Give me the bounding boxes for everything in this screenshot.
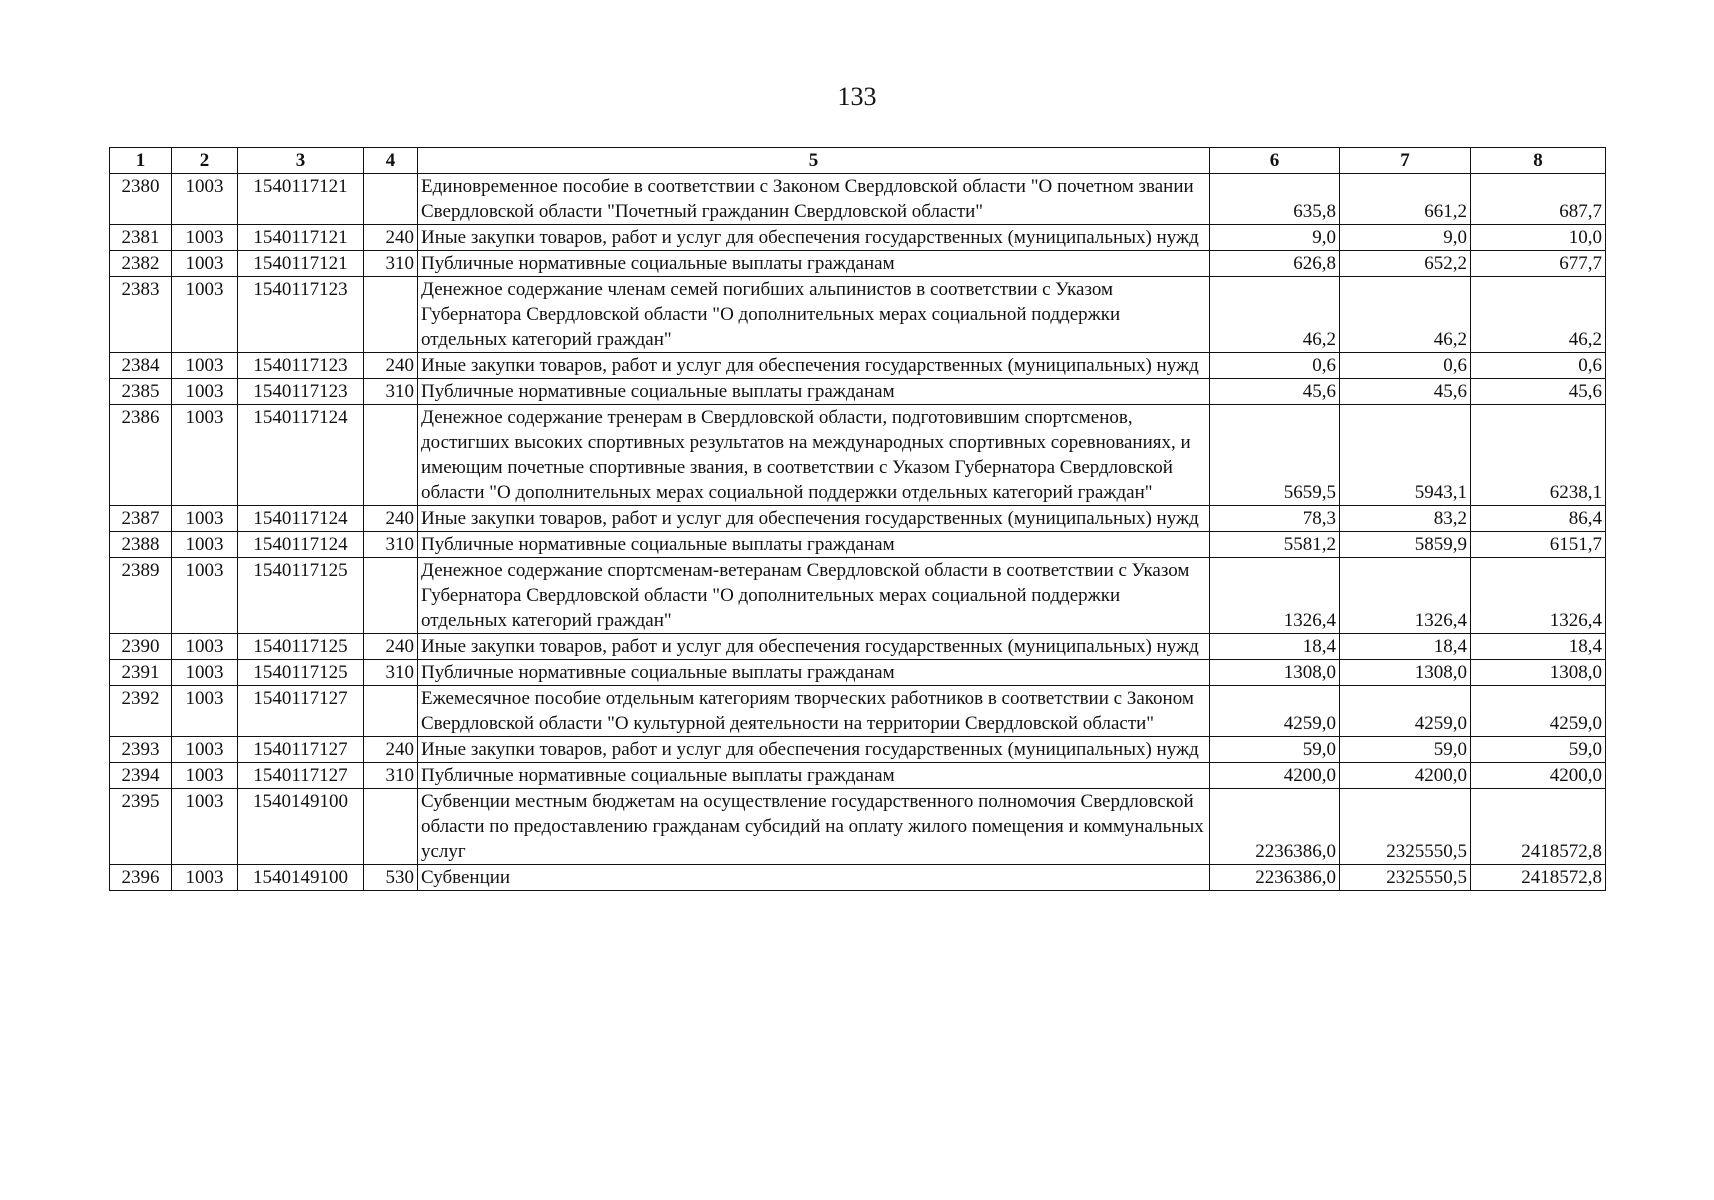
target-article-code: 1540117127 [238, 686, 364, 737]
target-article-code: 1540117124 [238, 405, 364, 506]
row-number: 2388 [110, 532, 172, 558]
amount-col-6: 9,0 [1210, 225, 1340, 251]
amount-col-7: 59,0 [1340, 737, 1471, 763]
table-row [110, 225, 1606, 251]
header-col-1: 1 [110, 148, 172, 174]
section-code: 1003 [172, 506, 238, 532]
item-name: Субвенции [418, 865, 1210, 891]
header-row [110, 148, 1606, 174]
amount-col-6: 2236386,0 [1210, 865, 1340, 891]
section-code: 1003 [172, 532, 238, 558]
item-name: Иные закупки товаров, работ и услуг для обеспечения государственных (муниципальных) нужд [418, 506, 1210, 532]
amount-col-6: 0,6 [1210, 353, 1340, 379]
row-number: 2395 [110, 789, 172, 865]
table-row [110, 737, 1606, 763]
amount-col-8: 6151,7 [1471, 532, 1606, 558]
amount-col-8: 18,4 [1471, 634, 1606, 660]
expense-type-code [364, 558, 418, 634]
item-name: Ежемесячное пособие отдельным категориям творческих работников в соответствии с Законом Свердловской области "О культурной деятельности на территории Свердловской области" [418, 686, 1210, 737]
amount-col-8: 687,7 [1471, 174, 1606, 225]
amount-col-7: 4259,0 [1340, 686, 1471, 737]
header-col-7: 7 [1340, 148, 1471, 174]
target-article-code: 1540117121 [238, 251, 364, 277]
table-row [110, 405, 1606, 506]
target-article-code: 1540117125 [238, 558, 364, 634]
table-row [110, 379, 1606, 405]
amount-col-7: 18,4 [1340, 634, 1471, 660]
amount-col-7: 2325550,5 [1340, 865, 1471, 891]
item-name: Иные закупки товаров, работ и услуг для обеспечения государственных (муниципальных) нужд [418, 353, 1210, 379]
row-number: 2393 [110, 737, 172, 763]
amount-col-6: 78,3 [1210, 506, 1340, 532]
table-row [110, 506, 1606, 532]
section-code: 1003 [172, 174, 238, 225]
amount-col-8: 2418572,8 [1471, 865, 1606, 891]
expense-type-code: 240 [364, 634, 418, 660]
target-article-code: 1540117124 [238, 532, 364, 558]
table-row [110, 558, 1606, 634]
item-name: Публичные нормативные социальные выплаты гражданам [418, 660, 1210, 686]
section-code: 1003 [172, 558, 238, 634]
expense-type-code [364, 174, 418, 225]
amount-col-7: 0,6 [1340, 353, 1471, 379]
amount-col-8: 6238,1 [1471, 405, 1606, 506]
row-number: 2381 [110, 225, 172, 251]
target-article-code: 1540117121 [238, 174, 364, 225]
table-row [110, 277, 1606, 353]
amount-col-6: 1326,4 [1210, 558, 1340, 634]
amount-col-7: 1326,4 [1340, 558, 1471, 634]
row-number: 2382 [110, 251, 172, 277]
section-code: 1003 [172, 405, 238, 506]
expense-type-code: 310 [364, 532, 418, 558]
section-code: 1003 [172, 251, 238, 277]
table-row [110, 174, 1606, 225]
amount-col-7: 9,0 [1340, 225, 1471, 251]
row-number: 2394 [110, 763, 172, 789]
item-name: Публичные нормативные социальные выплаты гражданам [418, 763, 1210, 789]
expense-type-code [364, 789, 418, 865]
table-row [110, 532, 1606, 558]
expense-type-code [364, 405, 418, 506]
page-number: 133 [837, 82, 877, 111]
table-row [110, 634, 1606, 660]
amount-col-7: 83,2 [1340, 506, 1471, 532]
amount-col-6: 59,0 [1210, 737, 1340, 763]
amount-col-8: 0,6 [1471, 353, 1606, 379]
amount-col-6: 45,6 [1210, 379, 1340, 405]
target-article-code: 1540117127 [238, 763, 364, 789]
section-code: 1003 [172, 686, 238, 737]
amount-col-8: 4200,0 [1471, 763, 1606, 789]
amount-col-6: 626,8 [1210, 251, 1340, 277]
table-row [110, 763, 1606, 789]
section-code: 1003 [172, 277, 238, 353]
expense-type-code [364, 277, 418, 353]
section-code: 1003 [172, 634, 238, 660]
table-row [110, 251, 1606, 277]
section-code: 1003 [172, 763, 238, 789]
section-code: 1003 [172, 865, 238, 891]
item-name: Единовременное пособие в соответствии с Законом Свердловской области "О почетном звании Свердловской области "Почетный гражданин Свердловской области" [418, 174, 1210, 225]
amount-col-8: 1308,0 [1471, 660, 1606, 686]
amount-col-6: 18,4 [1210, 634, 1340, 660]
header-col-8: 8 [1471, 148, 1606, 174]
amount-col-8: 46,2 [1471, 277, 1606, 353]
row-number: 2392 [110, 686, 172, 737]
amount-col-8: 86,4 [1471, 506, 1606, 532]
section-code: 1003 [172, 660, 238, 686]
item-name: Публичные нормативные социальные выплаты гражданам [418, 251, 1210, 277]
amount-col-7: 5943,1 [1340, 405, 1471, 506]
target-article-code: 1540117121 [238, 225, 364, 251]
amount-col-6: 46,2 [1210, 277, 1340, 353]
expense-type-code: 310 [364, 660, 418, 686]
header-col-3: 3 [238, 148, 364, 174]
amount-col-8: 677,7 [1471, 251, 1606, 277]
expense-type-code: 240 [364, 737, 418, 763]
header-col-5: 5 [418, 148, 1210, 174]
item-name: Публичные нормативные социальные выплаты гражданам [418, 532, 1210, 558]
table-row [110, 686, 1606, 737]
amount-col-7: 661,2 [1340, 174, 1471, 225]
expense-type-code: 310 [364, 251, 418, 277]
amount-col-6: 1308,0 [1210, 660, 1340, 686]
table-body [110, 174, 1606, 891]
row-number: 2389 [110, 558, 172, 634]
target-article-code: 1540117124 [238, 506, 364, 532]
amount-col-8: 45,6 [1471, 379, 1606, 405]
section-code: 1003 [172, 353, 238, 379]
amount-col-6: 5659,5 [1210, 405, 1340, 506]
target-article-code: 1540117125 [238, 660, 364, 686]
amount-col-7: 2325550,5 [1340, 789, 1471, 865]
amount-col-7: 5859,9 [1340, 532, 1471, 558]
target-article-code: 1540149100 [238, 865, 364, 891]
table-row [110, 789, 1606, 865]
table-row [110, 865, 1606, 891]
row-number: 2383 [110, 277, 172, 353]
item-name: Денежное содержание спортсменам-ветеранам Свердловской области в соответствии с Указом Губернатора Свердловской области "О дополнительных мерах социальной поддержки отдельных категорий граждан" [418, 558, 1210, 634]
target-article-code: 1540117123 [238, 353, 364, 379]
target-article-code: 1540117127 [238, 737, 364, 763]
row-number: 2380 [110, 174, 172, 225]
row-number: 2385 [110, 379, 172, 405]
table-row [110, 353, 1606, 379]
amount-col-6: 4200,0 [1210, 763, 1340, 789]
target-article-code: 1540117123 [238, 277, 364, 353]
target-article-code: 1540117123 [238, 379, 364, 405]
amount-col-8: 59,0 [1471, 737, 1606, 763]
amount-col-6: 5581,2 [1210, 532, 1340, 558]
table-row [110, 660, 1606, 686]
amount-col-8: 1326,4 [1471, 558, 1606, 634]
amount-col-7: 4200,0 [1340, 763, 1471, 789]
expense-type-code: 310 [364, 763, 418, 789]
header-col-2: 2 [172, 148, 238, 174]
amount-col-6: 2236386,0 [1210, 789, 1340, 865]
expense-type-code: 530 [364, 865, 418, 891]
row-number: 2387 [110, 506, 172, 532]
expense-type-code: 310 [364, 379, 418, 405]
section-code: 1003 [172, 737, 238, 763]
row-number: 2396 [110, 865, 172, 891]
section-code: 1003 [172, 379, 238, 405]
budget-table [109, 147, 1606, 891]
item-name: Публичные нормативные социальные выплаты гражданам [418, 379, 1210, 405]
row-number: 2384 [110, 353, 172, 379]
item-name: Иные закупки товаров, работ и услуг для обеспечения государственных (муниципальных) нужд [418, 737, 1210, 763]
expense-type-code: 240 [364, 506, 418, 532]
expense-type-code: 240 [364, 225, 418, 251]
section-code: 1003 [172, 225, 238, 251]
header-col-6: 6 [1210, 148, 1340, 174]
amount-col-7: 46,2 [1340, 277, 1471, 353]
amount-col-8: 10,0 [1471, 225, 1606, 251]
amount-col-7: 45,6 [1340, 379, 1471, 405]
item-name: Иные закупки товаров, работ и услуг для обеспечения государственных (муниципальных) нужд [418, 225, 1210, 251]
expense-type-code: 240 [364, 353, 418, 379]
row-number: 2390 [110, 634, 172, 660]
amount-col-8: 2418572,8 [1471, 789, 1606, 865]
target-article-code: 1540117125 [238, 634, 364, 660]
amount-col-7: 1308,0 [1340, 660, 1471, 686]
target-article-code: 1540149100 [238, 789, 364, 865]
item-name: Денежное содержание членам семей погибших альпинистов в соответствии с Указом Губернатора Свердловской области "О дополнительных мерах социальной поддержки отдельных категорий граждан" [418, 277, 1210, 353]
amount-col-6: 4259,0 [1210, 686, 1340, 737]
section-code: 1003 [172, 789, 238, 865]
amount-col-7: 652,2 [1340, 251, 1471, 277]
item-name: Субвенции местным бюджетам на осуществление государственного полномочия Свердловской области по предоставлению гражданам субсидий на оплату жилого помещения и коммунальных услуг [418, 789, 1210, 865]
header-col-4: 4 [364, 148, 418, 174]
amount-col-8: 4259,0 [1471, 686, 1606, 737]
row-number: 2386 [110, 405, 172, 506]
expense-type-code [364, 686, 418, 737]
item-name: Денежное содержание тренерам в Свердловской области, подготовившим спортсменов, достигших высоких спортивных результатов на международных спортивных соревнованиях, и имеющим почетные спортивные звания, в соответствии с Указом Губернатора Свердловской области "О дополнительных мерах социальной поддержки отдельных категорий граждан" [418, 405, 1210, 506]
row-number: 2391 [110, 660, 172, 686]
amount-col-6: 635,8 [1210, 174, 1340, 225]
item-name: Иные закупки товаров, работ и услуг для обеспечения государственных (муниципальных) нужд [418, 634, 1210, 660]
